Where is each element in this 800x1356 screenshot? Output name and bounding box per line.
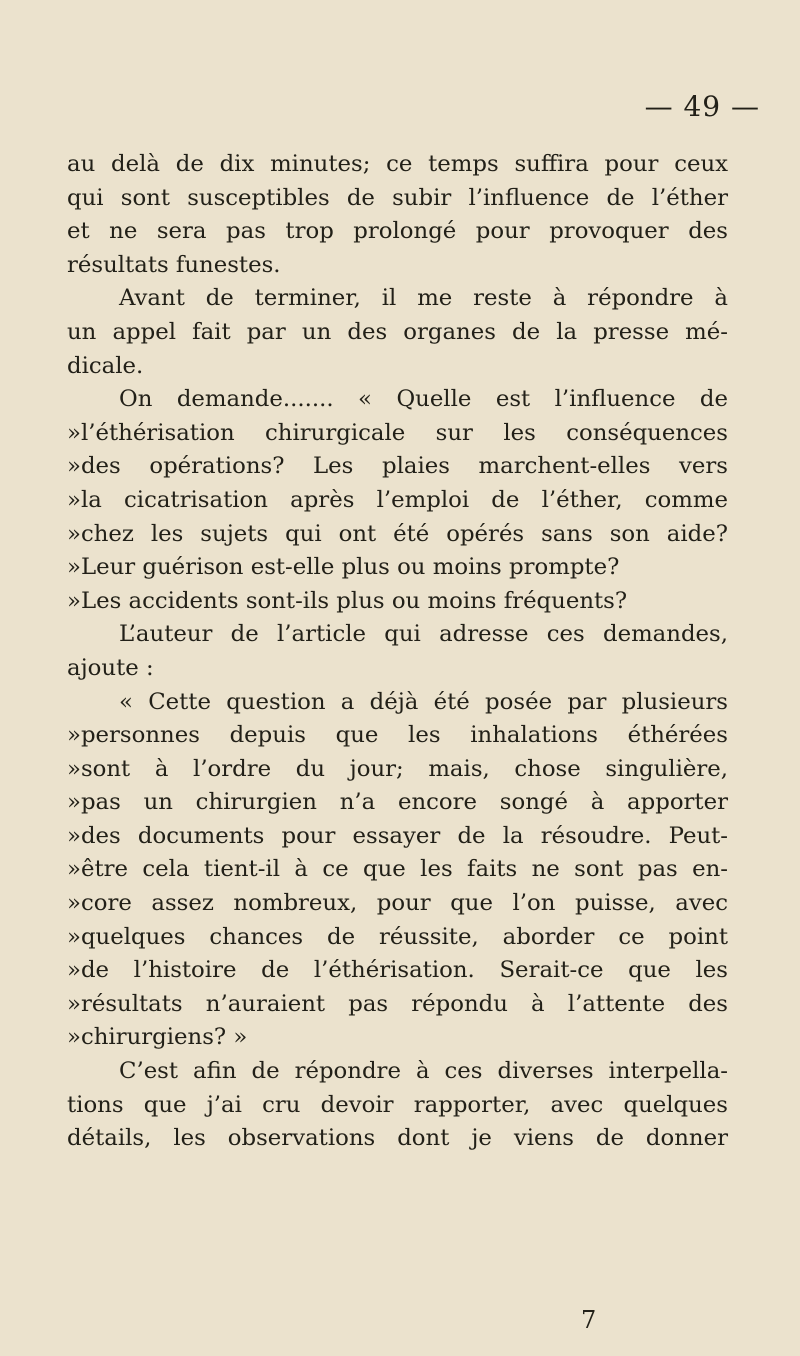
text-line: L’auteur de l’article qui adresse ces demandes, — [119, 621, 728, 648]
text-line: »chez les sujets qui ont été opérés sans son aide? — [67, 520, 728, 547]
text-line: dicale. — [67, 352, 144, 379]
text-line: Avant de terminer, il me reste à répondre à — [119, 285, 728, 312]
text-line: »core assez nombreux, pour que l’on puisse, avec — [67, 890, 728, 917]
text-line: et ne sera pas trop prolongé pour provoquer des — [67, 218, 728, 245]
text-line: »des opérations? Les plaies marchent-elles vers — [67, 453, 728, 480]
text-line: »Les accidents sont-ils plus ou moins fréquents? — [67, 587, 628, 614]
text-line: »quelques chances de réussite, aborder ce point — [67, 923, 728, 950]
text-line: »chirurgiens? » — [67, 1024, 248, 1051]
text-line: un appel fait par un des organes de la presse mé- — [67, 318, 728, 345]
body-text — [67, 148, 728, 1156]
page-number: — 49 — — [644, 90, 760, 123]
text-line: »la cicatrisation après l’emploi de l’éther, comme — [67, 486, 728, 513]
text-line: »être cela tient-il à ce que les faits ne sont pas en- — [67, 856, 728, 883]
text-line: »sont à l’ordre du jour; mais, chose singulière, — [67, 755, 728, 782]
text-line: détails, les observations dont je viens de donner — [67, 1125, 728, 1152]
text-line: tions que j’ai cru devoir rapporter, avec quelques — [67, 1091, 728, 1118]
text-line: »Leur guérison est-elle plus ou moins prompte? — [67, 554, 620, 581]
text-line: »pas un chirurgien n’a encore songé à apporter — [67, 789, 728, 816]
text-line: C’est afin de répondre à ces diverses interpella- — [119, 1058, 728, 1085]
signature-mark: 7 — [581, 1306, 597, 1334]
text-line: ajoute : — [67, 654, 154, 681]
text-line: »de l’histoire de l’éthérisation. Serait-ce que les — [67, 957, 728, 984]
text-line: « Cette question a déjà été posée par plusieurs — [119, 688, 728, 715]
text-line: qui sont susceptibles de subir l’influence de l’éther — [67, 184, 728, 211]
text-line: résultats funestes. — [67, 251, 281, 278]
text-line: »l’éthérisation chirurgicale sur les conséquences — [67, 419, 728, 446]
text-line: au delà de dix minutes; ce temps suffira pour ceux — [67, 151, 728, 177]
text-line: »résultats n’auraient pas répondu à l’attente des — [67, 990, 728, 1017]
text-line: On demande....... « Quelle est l’influence de — [119, 386, 728, 413]
text-line: »personnes depuis que les inhalations éthérées — [67, 722, 728, 749]
text-line: »des documents pour essayer de la résoudre. Peut- — [67, 822, 728, 849]
